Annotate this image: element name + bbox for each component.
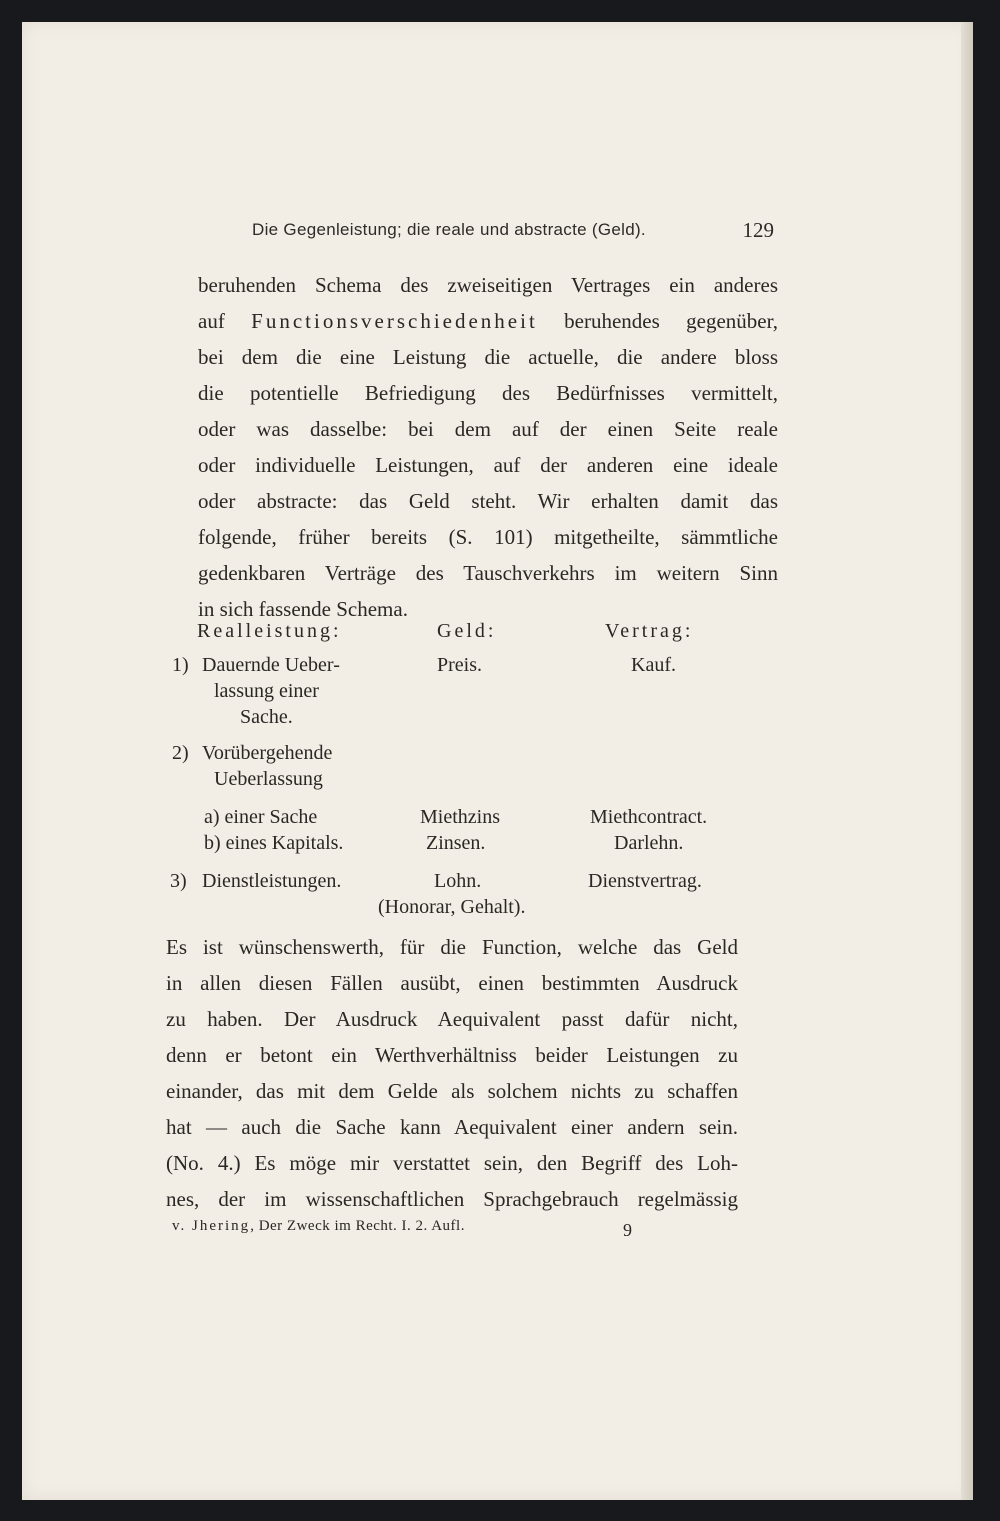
row-label: Sache. [240, 706, 293, 728]
row-number: 2) [172, 742, 189, 764]
row-number: 3) [170, 870, 187, 892]
row-label: Dauernde Ueber- [202, 654, 340, 676]
text-line: Es ist wünschenswerth, für die Function, welche das Geld [166, 935, 738, 959]
text-line: gedenkbaren Verträge des Tauschverkehrs im weitern Sinn [198, 561, 778, 585]
vertrag-cell: Darlehn. [614, 832, 684, 854]
geld-cell: Zinsen. [426, 832, 486, 854]
page-header [252, 218, 782, 250]
vertrag-cell: Dienstvertrag. [588, 870, 702, 892]
text-line: in sich fassende Schema. [198, 597, 408, 621]
footer-citation [172, 1218, 465, 1235]
text-line: denn er betont ein Werthverhältniss beider Leistungen zu [166, 1043, 738, 1067]
book-page [22, 22, 973, 1500]
geld-cell: Lohn. [434, 870, 482, 892]
page-footer [172, 1218, 632, 1244]
text-line: oder was dasselbe: bei dem auf der einen Seite reale [198, 417, 778, 441]
text-line: die potentielle Befriedigung des Bedürfnisses vermittelt, [198, 381, 778, 405]
text-line: zu haben. Der Ausdruck Aequivalent passt dafür nicht, [166, 1007, 738, 1031]
geld-cell: (Honorar, Gehalt). [378, 896, 526, 918]
row-label: Dienstleistungen. [202, 870, 342, 892]
text-line: nes, der im wissenschaftlichen Sprachgebrauch regelmässig [166, 1187, 738, 1211]
row-label: b) eines Kapitals. [204, 832, 344, 854]
running-head: Die Gegenleistung; die reale und abstracte (Geld). [252, 220, 646, 239]
text-line: in allen diesen Fällen ausübt, einen bestimmten Ausdruck [166, 971, 738, 995]
text-line: hat — auch die Sache kann Aequivalent einer andern sein. [166, 1115, 738, 1139]
geld-cell: Preis. [437, 654, 482, 676]
vertrag-cell: Kauf. [631, 654, 676, 676]
signature-mark: 9 [623, 1220, 632, 1240]
column-header-realleistung: Realleistung: [197, 620, 342, 642]
text-line: folgende, früher bereits (S. 101) mitgetheilte, sämmtliche [198, 525, 778, 549]
row-label: Ueberlassung [214, 768, 323, 790]
row-number: 1) [172, 654, 189, 676]
text-line: oder abstracte: das Geld steht. Wir erhalten damit das [198, 489, 778, 513]
text-span: beruhendes gegenüber, [537, 309, 778, 333]
text-line [198, 308, 778, 334]
page-edge [961, 22, 973, 1500]
column-header-geld: Geld: [437, 620, 497, 642]
emphasis-spaced: Functionsverschiedenheit [251, 309, 538, 333]
text-line: oder individuelle Leistungen, auf der anderen eine ideale [198, 453, 778, 477]
page-number: 129 [742, 218, 774, 242]
text-line: einander, das mit dem Gelde als solchem nichts zu schaffen [166, 1079, 738, 1103]
column-header-vertrag: Vertrag: [605, 620, 694, 642]
row-label: lassung einer [214, 680, 319, 702]
row-label: Vorübergehende [202, 742, 333, 764]
text-line: (No. 4.) Es möge mir verstattet sein, den Begriff des Loh- [166, 1151, 738, 1175]
row-label: a) einer Sache [204, 806, 318, 828]
geld-cell: Miethzins [420, 806, 500, 828]
vertrag-cell: Miethcontract. [590, 806, 708, 828]
footer-author: v. Jhering [172, 1218, 251, 1234]
text-line: beruhenden Schema des zweiseitigen Vertrages ein anderes [198, 273, 778, 297]
text-line: bei dem die eine Leistung die actuelle, die andere bloss [198, 345, 778, 369]
footer-title: , Der Zweck im Recht. I. 2. Aufl. [250, 1218, 465, 1234]
text-span: auf [198, 309, 252, 333]
